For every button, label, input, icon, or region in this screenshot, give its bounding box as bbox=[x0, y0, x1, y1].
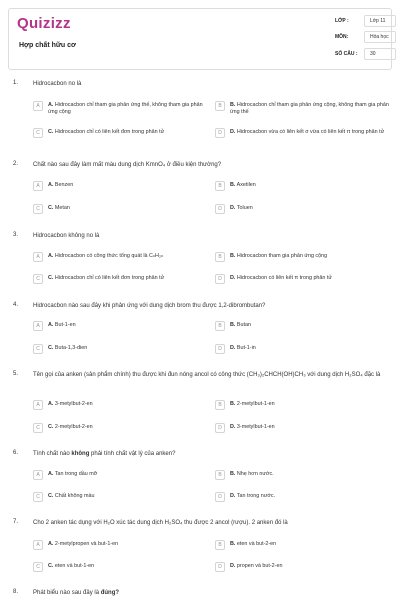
option-text: C. Hidrocacbon chỉ có liên kết đơn trong phân tử bbox=[48, 275, 165, 281]
class-value: Lớp 11 bbox=[364, 15, 396, 27]
option-text: A. 3-metylbut-2-en bbox=[48, 401, 93, 407]
option-text: A. Benzen bbox=[48, 182, 74, 188]
option-badge: C bbox=[33, 204, 43, 214]
option-text: A. Hidrocacbon có công thức tổng quát là CₙH₂ₙ bbox=[48, 253, 164, 259]
option-badge: D bbox=[215, 562, 225, 572]
question-number: 6. bbox=[13, 450, 19, 456]
question-number: 7. bbox=[13, 519, 19, 525]
option-text: D. propen và but-2-en bbox=[230, 563, 283, 569]
option-text: B. Hidrocacbon chỉ tham gia phản ứng cộng, không tham gia phản ứng thế bbox=[230, 102, 389, 115]
option-badge: C bbox=[33, 562, 43, 572]
subject-label: MÔN: bbox=[335, 34, 349, 40]
option-text: D. 3-metylbut-1-en bbox=[230, 424, 275, 430]
class-label: LỚP : bbox=[335, 18, 349, 24]
option-text: A. But-1-en bbox=[48, 322, 76, 328]
question-text: Phát biểu nào sau đây là đúng? bbox=[33, 590, 120, 596]
option-badge: A bbox=[33, 540, 43, 550]
option-badge: C bbox=[33, 423, 43, 433]
question-text: Hidrocacbon no là bbox=[33, 81, 82, 87]
option-badge: D bbox=[215, 128, 225, 138]
option-badge: C bbox=[33, 274, 43, 284]
option-badge: B bbox=[215, 400, 225, 410]
option-text: C. Chất không màu bbox=[48, 493, 95, 499]
option-text: A. Tan trong dầu mỡ bbox=[48, 471, 98, 477]
option-text: D. Tan trong nước. bbox=[230, 493, 276, 499]
option-text: D. But-1-in bbox=[230, 345, 256, 351]
option-badge: C bbox=[33, 344, 43, 354]
option-text: B. Hidrocacbon tham gia phản ứng cộng bbox=[230, 253, 328, 259]
option-text: C. Buta-1,3-dien bbox=[48, 345, 88, 351]
option-badge: A bbox=[33, 470, 43, 480]
option-badge: B bbox=[215, 252, 225, 262]
option-text: B. 2-metylbut-1-en bbox=[230, 401, 275, 407]
question-count-label: SỐ CÂU : bbox=[335, 51, 358, 57]
option-text: C. 2-metylbut-2-en bbox=[48, 424, 93, 430]
option-badge: B bbox=[215, 540, 225, 550]
option-text: B. eten và but-2-en bbox=[230, 541, 277, 547]
question-text: Cho 2 anken tác dụng với H₂O xúc tác dung dịch H₂SO₄ thu được 2 ancol (rượu). 2 anken đó là bbox=[33, 520, 288, 526]
option-text: D. Toluen bbox=[230, 205, 253, 211]
option-badge: A bbox=[33, 321, 43, 331]
question-number: 4. bbox=[13, 302, 19, 308]
option-text: C. Hidrocacbon chỉ có liên kết đơn trong phân tử bbox=[48, 129, 165, 135]
option-text: C. eten và but-1-en bbox=[48, 563, 95, 569]
option-text: C. Metan bbox=[48, 205, 70, 211]
question-number: 5. bbox=[13, 371, 19, 377]
option-text: B. Nhẹ hơn nước. bbox=[230, 471, 274, 477]
question-text: Hidrocacbon không no là bbox=[33, 233, 100, 239]
option-badge: C bbox=[33, 492, 43, 502]
option-text: A. Hidrocacbon chỉ tham gia phản ứng thế, không tham gia phản ứng cộng bbox=[48, 102, 203, 115]
question-number: 1. bbox=[13, 80, 19, 86]
question-number: 8. bbox=[13, 589, 19, 595]
question-number: 2. bbox=[13, 161, 19, 167]
question-number: 3. bbox=[13, 232, 19, 238]
option-badge: B bbox=[215, 101, 225, 111]
option-text: B. Butan bbox=[230, 322, 251, 328]
option-badge: A bbox=[33, 101, 43, 111]
option-text: A. 2-metylpropen và but-1-en bbox=[48, 541, 119, 547]
option-badge: D bbox=[215, 344, 225, 354]
option-badge: D bbox=[215, 492, 225, 502]
question-text: Tên gọi của anken (sản phẩm chính) thu được khi đun nóng ancol có công thức (CH₃)₂CHCH(OH)CH₃ với dung dịch H₂SO₄ đặc là bbox=[33, 372, 381, 378]
subject-value: Hóa học bbox=[364, 31, 396, 43]
question-text: Chất nào sau đây làm mất màu dung dịch KmnO₄ ở điều kiện thường? bbox=[33, 162, 222, 168]
option-badge: A bbox=[33, 400, 43, 410]
worksheet-title: Hợp chất hữu cơ bbox=[19, 42, 77, 49]
quizizz-logo[interactable]: Quizizz bbox=[17, 15, 71, 32]
option-badge: B bbox=[215, 181, 225, 191]
worksheet-header bbox=[8, 8, 392, 70]
option-text: B. Axetilen bbox=[230, 182, 256, 188]
option-badge: C bbox=[33, 128, 43, 138]
option-text: D. Hidrocacbon có liên kết π trong phân tử bbox=[230, 275, 333, 281]
option-badge: B bbox=[215, 321, 225, 331]
question-text: Hidrocacbon nào sau đây khi phản ứng với dung dịch brom thu được 1,2-dibrombutan? bbox=[33, 303, 266, 309]
option-badge: D bbox=[215, 274, 225, 284]
option-text: D. Hidrocacbon vừa có liên kết σ vừa có liên kết π trong phân tử bbox=[230, 129, 385, 135]
option-badge: D bbox=[215, 204, 225, 214]
option-badge: B bbox=[215, 470, 225, 480]
option-badge: A bbox=[33, 181, 43, 191]
option-badge: A bbox=[33, 252, 43, 262]
question-text: Tính chất nào không phải tính chất vật lý của anken? bbox=[33, 451, 176, 457]
option-badge: D bbox=[215, 423, 225, 433]
question-count-value: 30 bbox=[364, 48, 396, 60]
